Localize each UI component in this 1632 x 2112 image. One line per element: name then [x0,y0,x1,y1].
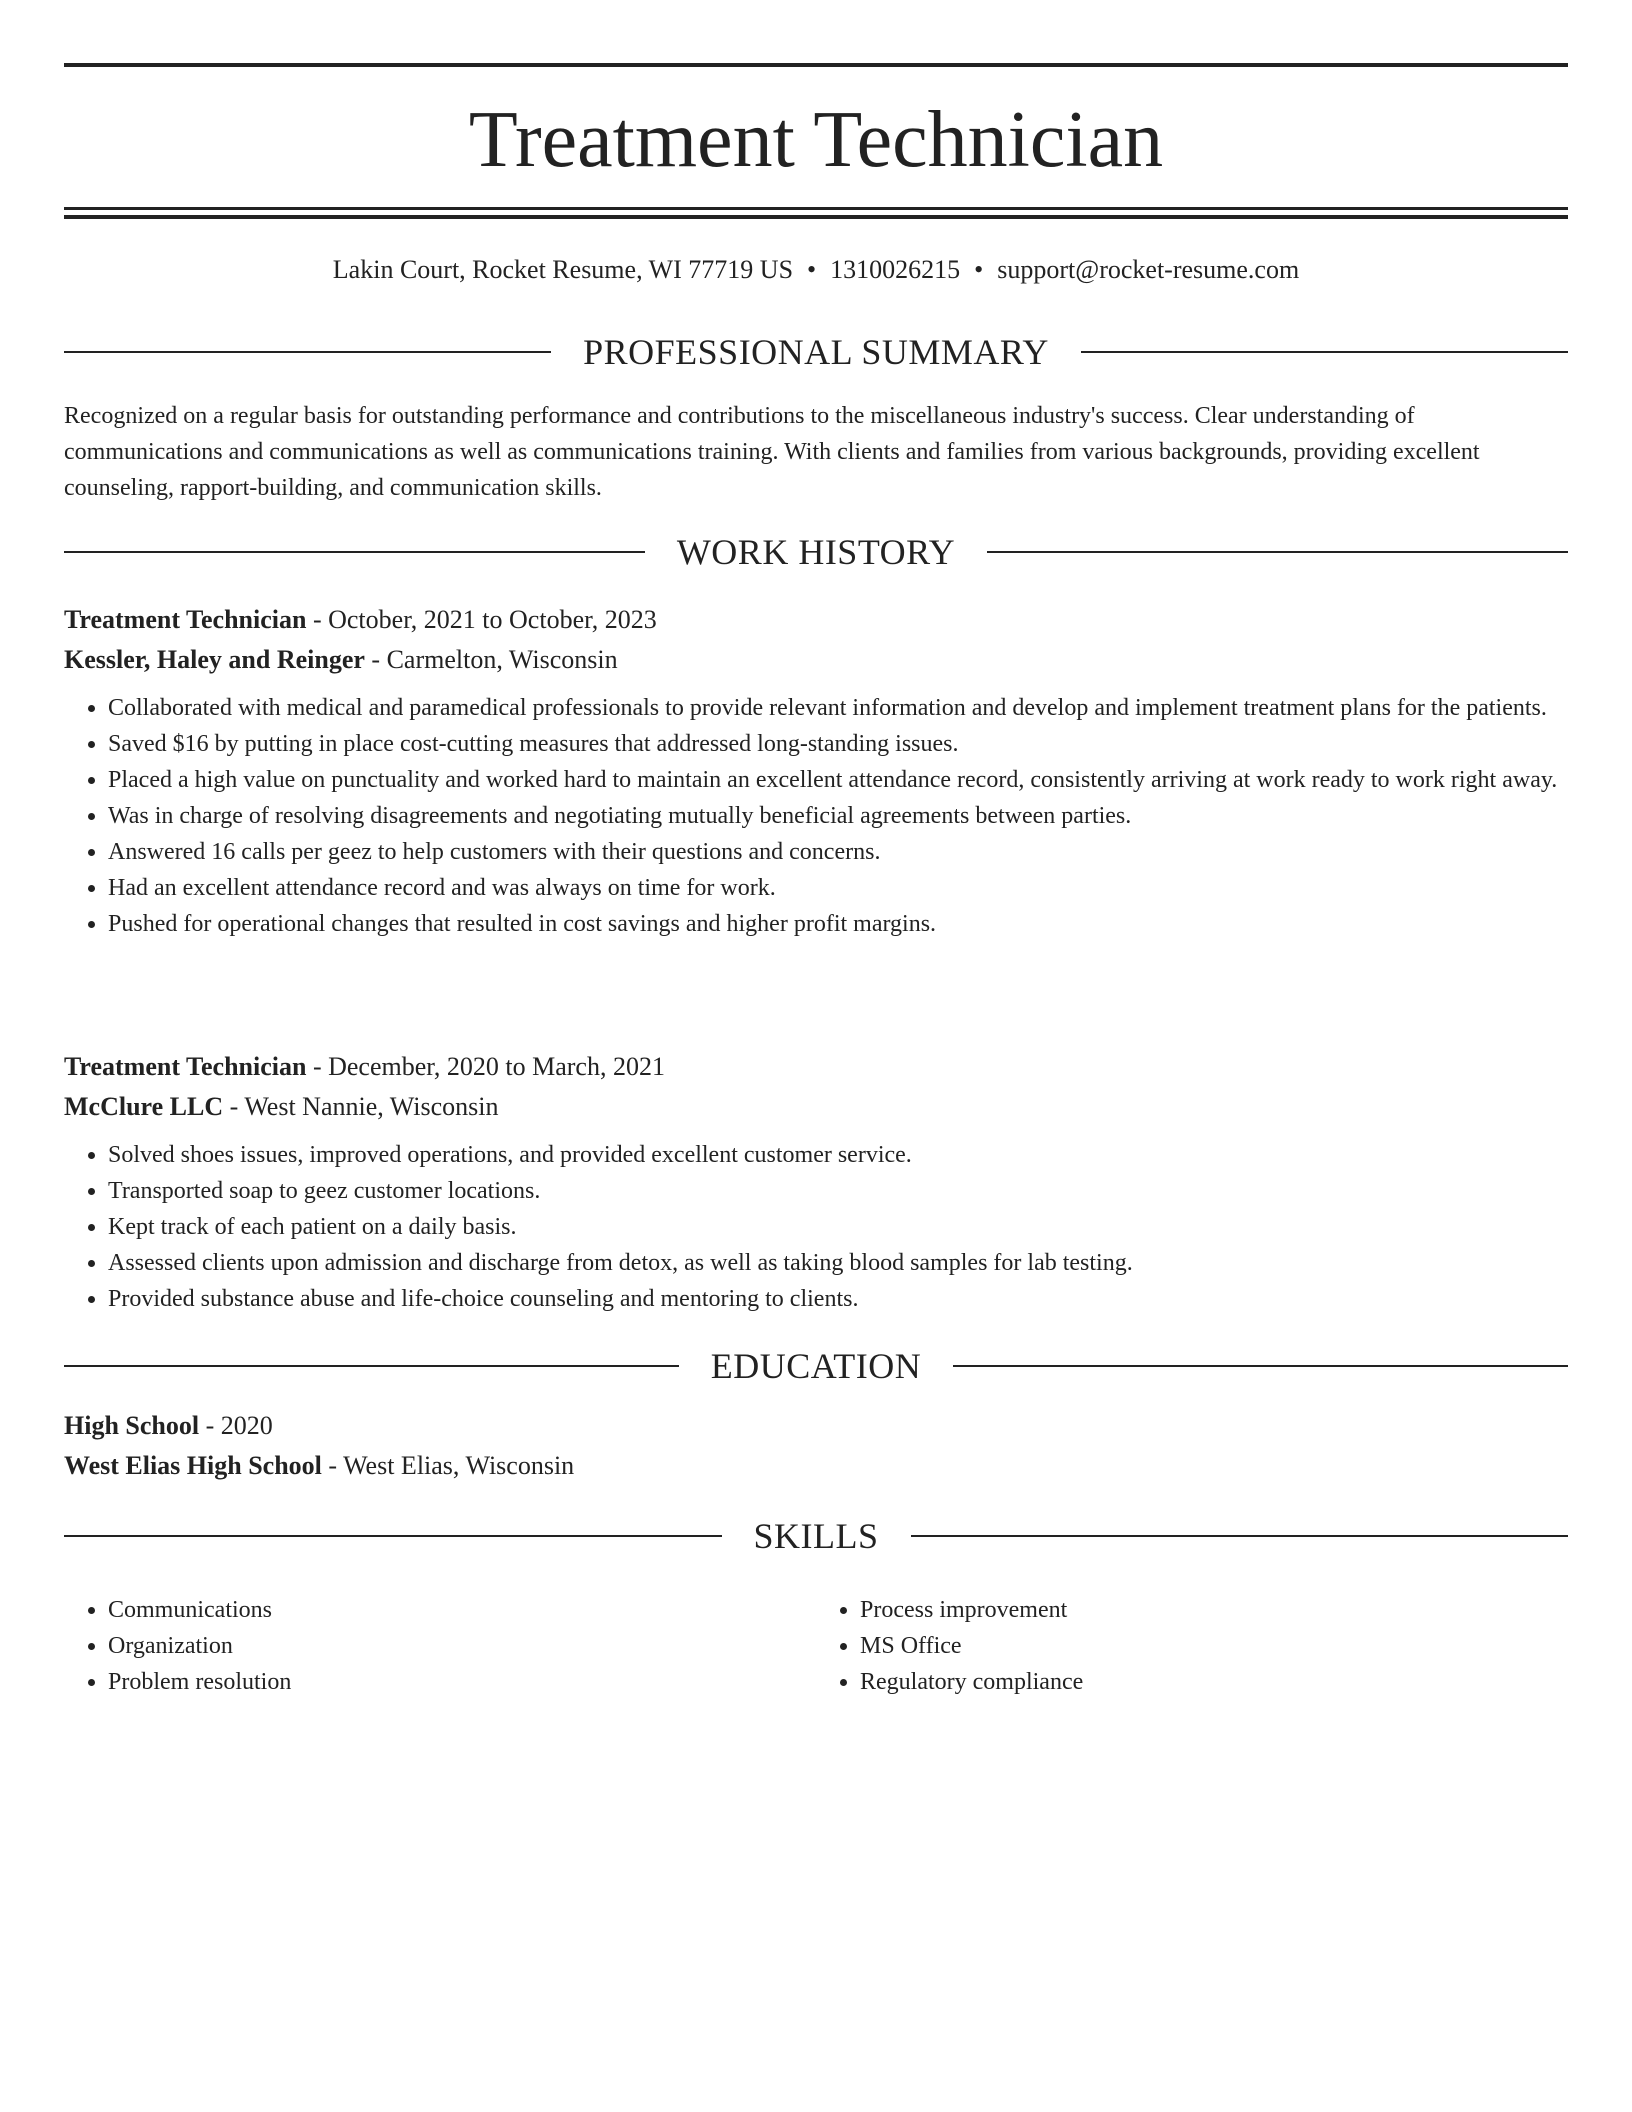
education-section-header [64,1344,1568,1388]
job-bullet: • Answered 16 calls per geez to help customers with their questions and concerns. [108,834,1568,870]
summary-heading: PROFESSIONAL SUMMARY [583,332,1049,372]
job-dates: October, 2021 to October, 2023 [328,605,657,634]
section-rule [64,351,551,353]
education-entry [64,1406,1568,1486]
job-bullet: • Provided substance abuse and life-choice counseling and mentoring to clients. [108,1281,1568,1317]
job-title-line: Treatment Technician - October, 2021 to October, 2023 [64,605,657,634]
job-bullet-list [64,690,1568,942]
job-title: Treatment Technician [64,1052,307,1081]
section-rule [64,1365,679,1367]
summary-section-header [64,330,1568,374]
section-rule [64,551,645,553]
job-bullet: • Transported soap to geez customer locations. [108,1173,1568,1209]
section-rule [911,1535,1569,1537]
job-bullet: • Saved $16 by putting in place cost-cutting measures that addressed long-standing issues. [108,726,1568,762]
job-dates: December, 2020 to March, 2021 [328,1052,665,1081]
job-bullet: • Placed a high value on punctuality and worked hard to maintain an excellent attendance record, consistently arriving at work ready to work right away. [108,762,1568,798]
job-entry [64,600,1568,942]
education-degree-line: High School - 2020 [64,1411,273,1440]
job-bullet: • Assessed clients upon admission and discharge from detox, as well as taking blood samples for lab testing. [108,1245,1568,1281]
job-entry [64,1047,1568,1317]
job-location: Carmelton, Wisconsin [386,645,618,674]
skill-item: • Process improvement [860,1592,1568,1628]
skills-heading: SKILLS [753,1516,879,1556]
skill-item: • MS Office [860,1628,1568,1664]
skill-item: • Regulatory compliance [860,1664,1568,1700]
job-bullet: • Pushed for operational changes that resulted in cost savings and higher profit margins. [108,906,1568,942]
skill-item: • Problem resolution [108,1664,816,1700]
contact-phone: 1310026215 [830,255,961,284]
skill-item: • Organization [108,1628,816,1664]
section-rule [64,1535,722,1537]
education-school-line: West Elias High School - West Elias, Wisconsin [64,1451,575,1480]
section-rule [953,1365,1568,1367]
contact-address: Lakin Court, Rocket Resume, WI 77719 US [332,255,794,284]
skills-list-left [64,1592,816,1700]
top-rule [64,63,1568,67]
contact-separator: • [807,255,817,284]
title-rule-lower [64,215,1568,219]
contact-email: support@rocket-resume.com [997,255,1300,284]
job-bullet: • Had an excellent attendance record and was always on time for work. [108,870,1568,906]
job-bullet: • Collaborated with medical and paramedical professionals to provide relevant information and develop and implement treatment plans for the patients. [108,690,1568,726]
education-degree: High School [64,1411,200,1440]
education-school: West Elias High School [64,1451,322,1480]
summary-text: Recognized on a regular basis for outstanding performance and contributions to the miscellaneous industry's success. Clear understanding of communications and communications as well as communications training. With clients and families from various backgrounds, providing excellent counseling, rapport-building, and communication skills. [64,403,1480,501]
job-bullet: • Kept track of each patient on a daily basis. [108,1209,1568,1245]
education-heading: EDUCATION [710,1346,922,1386]
contact-separator: • [974,255,984,284]
job-location: West Nannie, Wisconsin [244,1092,499,1121]
skill-item: • Communications [108,1592,816,1628]
contact-line [64,252,1568,288]
skills-columns [64,1592,1568,1700]
job-title: Treatment Technician [64,605,307,634]
skills-section-header [64,1514,1568,1558]
section-rule [987,551,1568,553]
resume-title: Treatment Technician [468,96,1164,184]
job-bullet-list [64,1137,1568,1317]
section-rule [1081,351,1568,353]
job-bullet: • Solved shoes issues, improved operations, and provided excellent customer service. [108,1137,1568,1173]
job-bullet: • Was in charge of resolving disagreements and negotiating mutually beneficial agreements between parties. [108,798,1568,834]
job-company-line: McClure LLC - West Nannie, Wisconsin [64,1092,499,1121]
work-heading: WORK HISTORY [676,532,956,572]
work-section-header [64,530,1568,574]
skills-list-right [816,1592,1568,1700]
job-company: McClure LLC [64,1092,224,1121]
job-company-line: Kessler, Haley and Reinger - Carmelton, Wisconsin [64,645,618,674]
title-rule-upper [64,207,1568,210]
job-company: Kessler, Haley and Reinger [64,645,365,674]
job-title-line: Treatment Technician - December, 2020 to March, 2021 [64,1052,665,1081]
education-location: West Elias, Wisconsin [343,1451,575,1480]
education-year: 2020 [220,1411,273,1440]
